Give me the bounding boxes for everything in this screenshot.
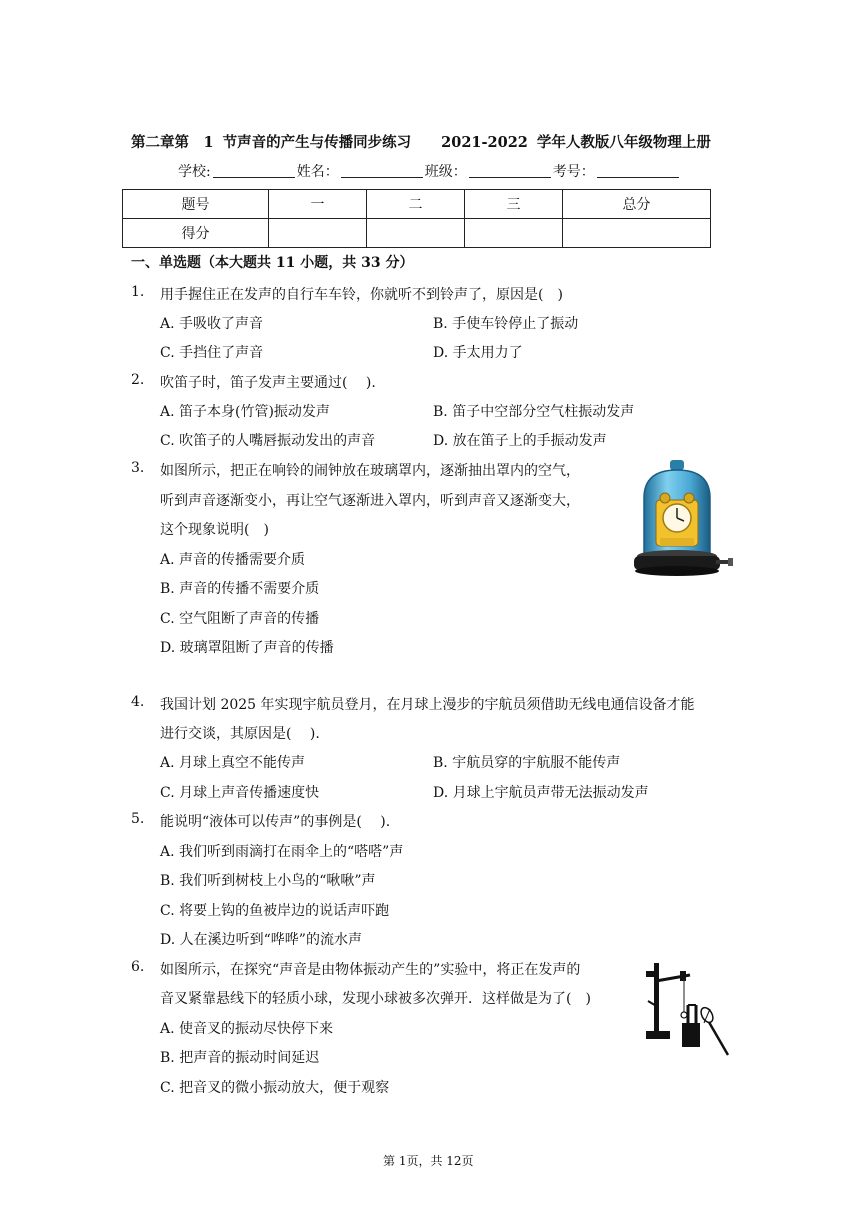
option-d[interactable]: D. 放在笛子上的手振动发声 — [433, 433, 607, 449]
question-number: 5. — [131, 811, 145, 827]
score-table-score-row — [123, 219, 711, 248]
title-chapter: 第二章第 1 节声音的产生与传播同步练习 — [131, 134, 412, 151]
question-text: 用手握住正在发声的自行车车铃，你就听不到铃声了，原因是( ) — [160, 287, 563, 303]
tuning-fork-apparatus-image — [644, 957, 734, 1061]
question-number: 6. — [131, 959, 145, 975]
option-b[interactable]: B. 把声音的振动时间延迟 — [160, 1050, 320, 1066]
option-d[interactable]: D. 手太用力了 — [433, 345, 523, 361]
option-c[interactable]: C. 将要上钩的鱼被岸边的说话声吓跑 — [160, 903, 390, 919]
option-a[interactable]: A. 月球上真空不能传声 — [160, 755, 306, 771]
option-c[interactable]: C. 把音叉的微小振动放大，便于观察 — [160, 1080, 390, 1096]
question-text: 吹笛子时，笛子发声主要通过( ). — [160, 375, 376, 391]
id-label: 考号： — [552, 164, 595, 180]
question-number: 1. — [131, 284, 145, 300]
table-cell: 三 — [465, 190, 563, 219]
option-d[interactable]: D. 玻璃罩阻断了声音的传播 — [160, 640, 334, 656]
page-footer: 第 1页，共 12页 — [383, 1154, 474, 1168]
page-title — [131, 131, 711, 152]
option-b[interactable]: B. 宇航员穿的宇航服不能传声 — [433, 755, 621, 771]
option-c[interactable]: C. 吹笛子的人嘴唇振动发出的声音 — [160, 433, 376, 449]
option-b[interactable]: B. 笛子中空部分空气柱振动发声 — [433, 404, 635, 420]
score-table — [122, 189, 711, 248]
score-cell[interactable] — [563, 219, 711, 248]
option-a[interactable]: A. 我们听到雨滴打在雨伞上的“嗒嗒”声 — [160, 844, 404, 860]
score-cell[interactable] — [465, 219, 563, 248]
question-text: 能说明“液体可以传声”的事例是( ). — [160, 814, 391, 830]
student-info-line — [178, 161, 681, 181]
table-cell: 总分 — [563, 190, 711, 219]
section-title: 一、单选题（本大题共 11 小题，共 33 分） — [131, 255, 414, 271]
name-blank[interactable] — [341, 163, 423, 178]
question-text: 如图所示，在探究“声音是由物体振动产生的”实验中，将正在发声的 — [160, 962, 581, 978]
table-cell: 二 — [367, 190, 465, 219]
table-cell: 题号 — [123, 190, 269, 219]
option-d[interactable]: D. 人在溪边听到“哗哗”的流水声 — [160, 932, 362, 948]
question-text: 这个现象说明( ) — [160, 522, 269, 538]
question-text: 我国计划 2025 年实现宇航员登月，在月球上漫步的宇航员须借助无线电通信设备才能 — [160, 697, 695, 713]
option-a[interactable]: A. 使音叉的振动尽快停下来 — [160, 1021, 334, 1037]
option-a[interactable]: A. 手吸收了声音 — [160, 316, 264, 332]
bell-jar-alarm-clock-image — [632, 458, 734, 582]
option-c[interactable]: C. 月球上声音传播速度快 — [160, 785, 320, 801]
class-label: 班级： — [424, 164, 467, 180]
option-d[interactable]: D. 月球上宇航员声带无法振动发声 — [433, 785, 649, 801]
option-c[interactable]: C. 手挡住了声音 — [160, 345, 264, 361]
score-table-header-row — [123, 190, 711, 219]
title-course: 2021-2022 学年人教版八年级物理上册 — [441, 134, 711, 151]
question-number: 3. — [131, 460, 145, 476]
class-blank[interactable] — [469, 163, 551, 178]
id-blank[interactable] — [597, 163, 679, 178]
question-number: 2. — [131, 372, 145, 388]
option-b[interactable]: B. 我们听到树枝上小鸟的“啾啾”声 — [160, 873, 376, 889]
question-text: 进行交谈，其原因是( ). — [160, 726, 320, 742]
name-label: 姓名： — [296, 164, 339, 180]
option-b[interactable]: B. 声音的传播不需要介质 — [160, 581, 320, 597]
option-b[interactable]: B. 手使车铃停止了振动 — [433, 316, 579, 332]
school-label: 学校: — [178, 164, 211, 180]
score-cell[interactable] — [269, 219, 367, 248]
score-cell[interactable] — [367, 219, 465, 248]
question-text: 听到声音逐渐变小，再让空气逐渐进入罩内，听到声音又逐渐变大， — [160, 493, 580, 509]
question-text: 如图所示，把正在响铃的闹钟放在玻璃罩内，逐渐抽出罩内的空气， — [160, 463, 580, 479]
option-c[interactable]: C. 空气阻断了声音的传播 — [160, 611, 320, 627]
question-number: 4. — [131, 694, 145, 710]
table-cell: 一 — [269, 190, 367, 219]
question-text: 音叉紧靠悬线下的轻质小球，发现小球被多次弹开．这样做是为了( ) — [160, 991, 591, 1007]
school-blank[interactable] — [213, 163, 295, 178]
table-cell: 得分 — [123, 219, 269, 248]
option-a[interactable]: A. 笛子本身(竹管)振动发声 — [160, 404, 330, 420]
option-a[interactable]: A. 声音的传播需要介质 — [160, 552, 306, 568]
